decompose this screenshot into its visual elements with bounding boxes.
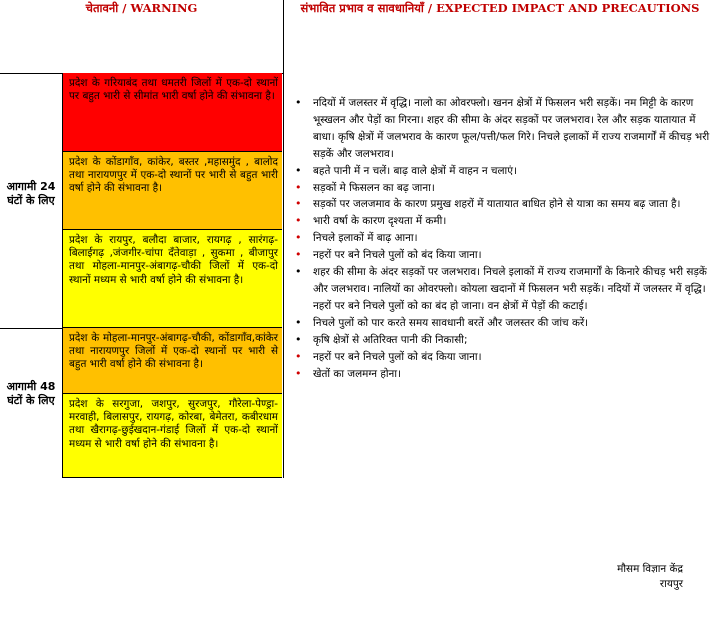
bullet-icon: • bbox=[295, 231, 302, 245]
precaution-item bbox=[293, 180, 713, 197]
precaution-item bbox=[293, 366, 713, 383]
warning-cell-yellow: प्रदेश के रायपुर, बलौदा बाजार, रायगढ़ , सारंगढ़-बिलाईगढ़ ,जंजगीर-चांपा दँतेवाड़ा , सुकमा , बीजापुर तथा मोहला-मानपुर-अंबागढ़-चौकी जिलों में एक-दो स्थानों मध्यम से भारी वर्षा होने की संभावना है। bbox=[63, 230, 282, 328]
precaution-item bbox=[293, 247, 713, 264]
bullet-icon: • bbox=[295, 180, 302, 194]
precaution-item bbox=[293, 349, 713, 366]
bullet-icon: • bbox=[295, 197, 302, 211]
period-label-24h: आगामी 24 घंटों के लिए bbox=[6, 180, 56, 207]
bullet-icon: • bbox=[295, 315, 302, 329]
bullet-icon: • bbox=[295, 366, 302, 380]
warning-cell-yellow-48h: प्रदेश के सरगुजा, जशपुर, सुरजपुर, गौरेला-पेण्ड्रा-मरवाही, बिलासपुर, रायगढ़, कोरबा, बेमेतरा, कबीरधाम तथा खैरागढ़-छुईखदान-गंडाई जिलों में एक-दो स्थानों मध्यम से भारी वर्षा होने की संभावना है। bbox=[63, 394, 282, 478]
precaution-item bbox=[293, 95, 713, 163]
precaution-item bbox=[293, 230, 713, 247]
precaution-text: निचले पुलों को पार करते समय सावधानी बरतें और जलस्तर की जांच करें। bbox=[313, 316, 589, 329]
bullet-icon: • bbox=[295, 349, 302, 363]
bullet-icon: • bbox=[295, 214, 302, 228]
precaution-text: नहरों पर बने निचले पुलों को बंद किया जाना। bbox=[313, 249, 482, 262]
period-divider bbox=[0, 328, 63, 329]
precaution-text: सड़कों पर जलजमाव के कारण प्रमुख शहरों में यातायात बाधित होने से यात्रा का समय बढ़ जाता है। bbox=[313, 198, 681, 211]
precaution-item bbox=[293, 163, 713, 180]
precaution-item bbox=[293, 213, 713, 230]
bullet-icon: • bbox=[295, 163, 302, 177]
bullet-icon: • bbox=[295, 96, 302, 109]
warning-cell-orange-48h: प्रदेश के मोहला-मानपुर-अंबागढ़-चौकी, कोंडागाँव,कांकेर तथा नारायणपुर जिलों में एक-दो स्थानों पर भारी से बहुत भारी वर्षा होने की संभावना है। bbox=[63, 328, 282, 394]
warning-cell-red: प्रदेश के गरियाबंद तथा धमतरी जिलों में एक-दो स्थानों पर बहुत भारी से सीमांत भारी वर्षा होने की संभावना है। bbox=[63, 73, 282, 152]
precaution-text: निचले इलाकों में बाढ़ आना। bbox=[313, 232, 418, 245]
precaution-text: नदियों में जलस्तर में वृद्धि। नालो का ओवरफ्लो। खनन क्षेत्रों में फिसलन भरी सड़कें। नम मिट्टी के कारण भूस्खलन और पेड़ों का गिरना। शहर की सीमा के अंदर सड़कों पर जलभराव। रेल और सड़क यातायात में बाधा। कृषि क्षेत्रों में जलभराव के कारण फूल/पत्ती/फल गिरे। निचले इलाकों में राज्य राजमार्गों में कीचड़ भरी सड़कें और जलभराव। bbox=[313, 97, 710, 160]
precaution-text: नहरों पर बने निचले पुलों को बंद किया जाना। bbox=[313, 350, 482, 363]
precaution-item bbox=[293, 315, 713, 332]
precaution-text: खेतों का जलमग्न होना। bbox=[313, 367, 401, 380]
bullet-icon: • bbox=[295, 248, 302, 262]
warning-column-header: चेतावनी / WARNING bbox=[85, 1, 198, 15]
bullet-icon: • bbox=[295, 332, 302, 346]
precautions-list bbox=[293, 95, 713, 382]
precaution-text: भारी वर्षा के कारण दृश्यता में कमी। bbox=[313, 215, 447, 228]
precaution-text: शहर की सीमा के अंदर सड़कों पर जलभराव। निचले इलाकों में राज्य राजमार्गों के किनारे कीचड़ भरी सड़कें और जलभराव। नालियों का ओवरफ्लो। कोयला खदानों में फिसलन भरी सड़कें। नदियों में जलस्तर में वृद्धि। नहरों पर बने निचले पुलों को का बंद हो जाना। वन क्षेत्रों में पेड़ों की कटाई। bbox=[313, 266, 707, 312]
precaution-text: बहते पानी में न चलें। बाढ़ वाले क्षेत्रों में वाहन न चलाएं। bbox=[313, 164, 517, 177]
precaution-text: सड़कों मे फिसलन का बढ़ जाना। bbox=[313, 181, 435, 194]
signature-city: रायपुर bbox=[659, 578, 683, 590]
period-label-48h: आगामी 48 घंटों के लिए bbox=[6, 380, 56, 407]
signature-office: मौसम विज्ञान केंद्र bbox=[617, 563, 683, 575]
impact-column-header: संभावित प्रभाव व सावधानियाँ / EXPECTED IMPACT AND PRECAUTIONS bbox=[300, 1, 700, 15]
column-divider-main bbox=[283, 0, 284, 478]
precaution-item bbox=[293, 332, 713, 349]
precaution-item bbox=[293, 264, 713, 315]
bullet-icon: • bbox=[295, 265, 302, 279]
precaution-text: कृषि क्षेत्रों से अतिरिक्त पानी की निकासी; bbox=[313, 333, 468, 346]
precaution-item bbox=[293, 196, 713, 213]
warning-cell-orange: प्रदेश के कोंडागाँव, कांकेर, बस्तर ,महासमुंद , बालोद तथा नारायणपुर में एक-दो स्थानों पर भारी से बहुत भारी वर्षा होने की संभावना है। bbox=[63, 152, 282, 230]
